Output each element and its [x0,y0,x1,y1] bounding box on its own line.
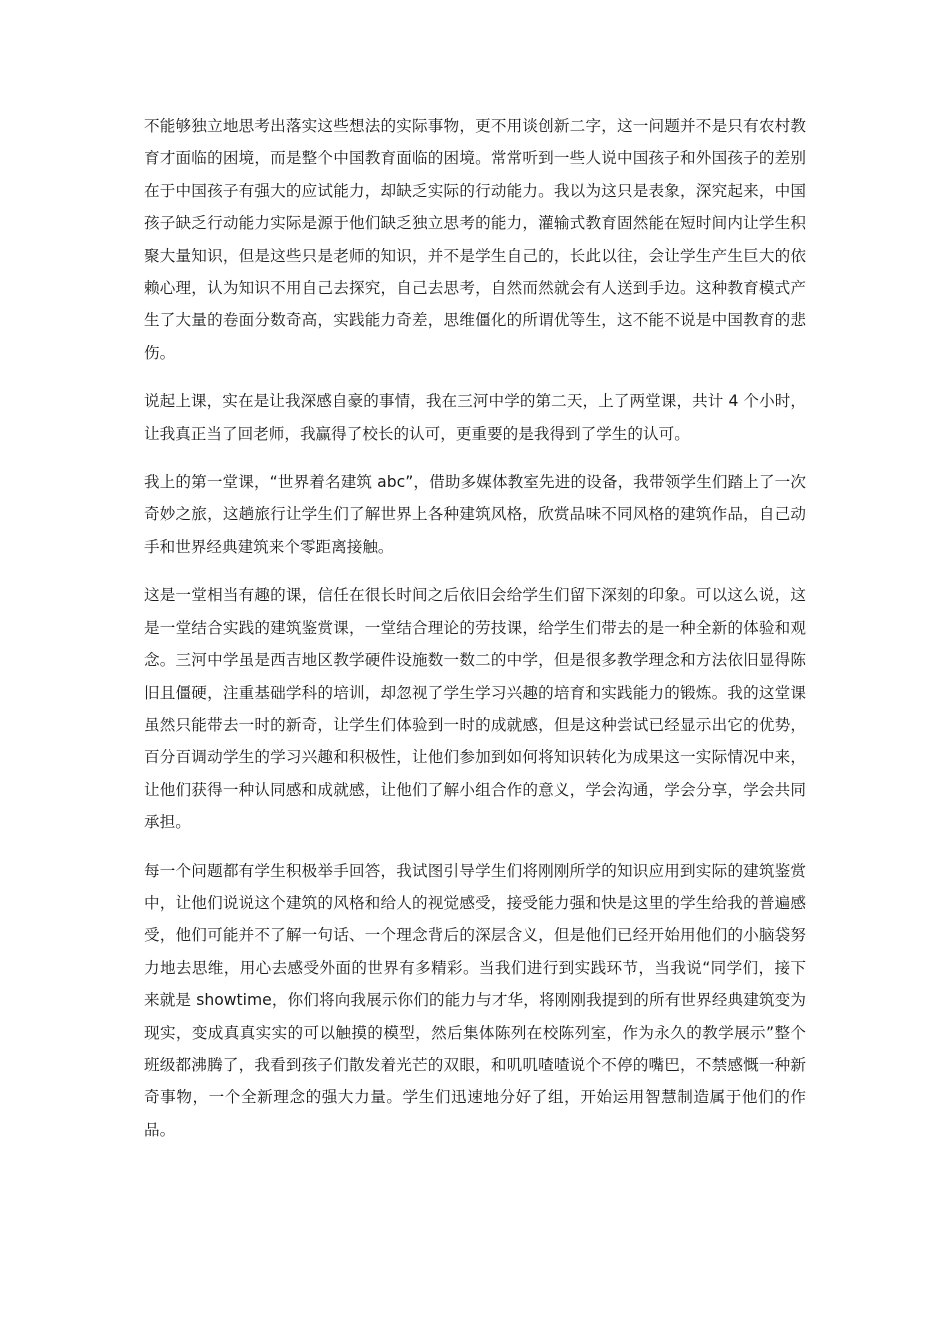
paragraph-2: 说起上课，实在是让我深感自豪的事情，我在三河中学的第二天，上了两堂课，共计 4 个小时，让我真正当了回老师，我赢得了校长的认可，更重要的是我得到了学生的认可。 [144,392,806,443]
document-body [144,110,806,1162]
paragraph-1: 不能够独立地思考出落实这些想法的实际事物，更不用谈创新二字，这一问题并不是只有农村教育才面临的困境，而是整个中国教育面临的困境。常常听到一些人说中国孩子和外国孩子的差别在于中国孩子有强大的应试能力，却缺乏实际的行动能力。我以为这只是表象，深究起来，中国孩子缺乏行动能力实际是源于他们缺乏独立思考的能力，灌输式教育固然能在短时间内让学生积聚大量知识，但是这些只是老师的知识，并不是学生自己的，长此以往，会让学生产生巨大的依赖心理，认为知识不用自己去探究，自己去思考，自然而然就会有人送到手边。这种教育模式产生了大量的卷面分数奇高，实践能力奇差，思维僵化的所谓优等生，这不能不说是中国教育的悲伤。 [144,117,806,362]
paragraph-4: 这是一堂相当有趣的课，信任在很长时间之后依旧会给学生们留下深刻的印象。可以这么说，这是一堂结合实践的建筑鉴赏课，一堂结合理论的劳技课，给学生们带去的是一种全新的体验和观念。三河中学虽是西吉地区教学硬件设施数一数二的中学，但是很多教学理念和方法依旧显得陈旧且僵硬，注重基础学科的培训，却忽视了学生学习兴趣的培育和实践能力的锻炼。我的这堂课虽然只能带去一时的新奇，让学生们体验到一时的成就感，但是这种尝试已经显示出它的优势，百分百调动学生的学习兴趣和积极性，让他们参加到如何将知识转化为成果这一实际情况中来，让他们获得一种认同感和成就感，让他们了解小组合作的意义，学会沟通，学会分享，学会共同承担。 [144,586,806,832]
paragraph-5: 每一个问题都有学生积极举手回答，我试图引导学生们将刚刚所学的知识应用到实际的建筑鉴赏中，让他们说说这个建筑的风格和给人的视觉感受，接受能力强和快是这里的学生给我的普遍感受，他们可能并不了解一句话、一个理念背后的深层含义，但是他们已经开始用他们的小脑袋努力地去思维，用心去感受外面的世界有多精彩。当我们进行到实践环节，当我说“同学们，接下来就是 showtime，你们将向我展示你们的能力与才华，将刚刚我提到的所有世界经典建筑变为现实，变成真真实实的可以触摸的模型，然后集体陈列在校陈列室，作为永久的教学展示”整个班级都沸腾了，我看到孩子们散发着光芒的双眼，和叽叽喳喳说个不停的嘴巴，不禁感慨一种新奇事物，一个全新理念的强大力量。学生们迅速地分好了组，开始运用智慧制造属于他们的作品。 [144,861,806,1139]
paragraph-3: 我上的第一堂课，“世界着名建筑 abc”，借助多媒体教室先进的设备，我带领学生们踏上了一次奇妙之旅，这趟旅行让学生们了解世界上各种建筑风格，欣赏品味不同风格的建筑作品，自己动手和世界经典建筑来个零距离接触。 [144,473,806,556]
